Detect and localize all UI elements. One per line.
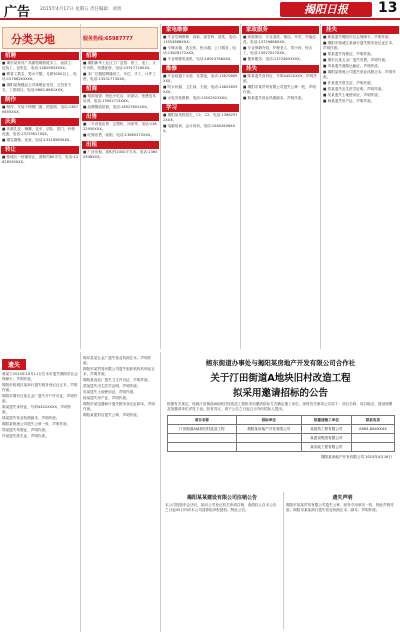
table-body — [168, 425, 395, 452]
notice-paragraph: 陈某遗失身份证，号码4452XXXX，声明作废。 — [2, 405, 72, 414]
classified-ad: ■ 电脑培训、会计培训，电话:15602606XXX。 — [163, 124, 236, 133]
section-heading: 家电维修 — [162, 26, 239, 34]
lost-statement-title: 遗失声明 — [332, 495, 353, 501]
classified-ad: ■ 揭阳某驾校招生，C1、C2，电话:13682972XXX。 — [163, 113, 238, 122]
section-heading: 家政服务 — [242, 26, 319, 34]
notice-paragraph: 许某遗失准生证，声明作废。 — [2, 434, 49, 438]
section-heading: 招聘 — [82, 52, 159, 60]
column-5 — [320, 24, 400, 349]
classified-ad: ■ 榕城区一旺铺转让，面积约80平方，电话:13826539XXX。 — [2, 155, 78, 164]
lost-statement-notice — [283, 492, 400, 630]
notice-paragraph: 揭东县某五金厂遗失营业执照正本，声明作废。 — [83, 356, 152, 365]
classified-ad: ■ 揭东某家具厂高薪招聘熟练木工、油漆工、包装工，包吃住，电话:13829633XXX。 — [2, 61, 75, 70]
notice-paragraph: 揭阳某食品厂遗失卫生许可证，声明作废。 — [83, 378, 152, 382]
notice-paragraph: 揭阳某物流公司遗失公章一枚，声明作废。 — [2, 422, 71, 426]
classified-ad: ■ 揭阳市榕城区某商行遗失税务登记证正本，声明作废。 — [323, 41, 396, 50]
table-cell: 汀田街道A地块旧村改造工程 — [168, 425, 237, 434]
notice-title-line2: 关于汀田街道A地块旧村改造工程 — [210, 373, 351, 384]
lower-left-column — [0, 352, 80, 632]
section-label: 广告 — [4, 5, 31, 20]
classified-ad: ■ 厂房出租，面积约2000平方米，电话:13602948XXX。 — [83, 150, 158, 159]
classified-ad: ■ 李某遗失道路运输证，声明作废。 — [323, 64, 382, 68]
table-row — [168, 443, 395, 452]
lost-notice-tag: 遗失 — [2, 359, 26, 370]
column-4-body — [241, 26, 320, 102]
table-header-cell: 招标单位 — [236, 416, 301, 425]
banner-title: 分类天地 — [11, 33, 55, 46]
notice-paragraph: 揭阳市揭东区某五金厂遗失开户许可证，声明作废。 — [2, 394, 78, 403]
table-cell: 某市政工程有限公司 — [301, 443, 351, 452]
issue-date: 2015年4月17日 星期五 责任编辑：刘勇 — [40, 7, 122, 12]
notice-paragraph: 揭阳某建材店遗失公章，声明作废。 — [83, 413, 141, 417]
classified-ad: ■ 黄某遗失揭阳市社会保障卡，声明作废。 — [323, 35, 393, 39]
classified-ad: ■ 揭阳市某贸易有限公司遗失公章一枚，声明作废。 — [243, 85, 316, 94]
column-2-body — [81, 52, 160, 161]
banner-phone: 服务热线:65987777 — [83, 36, 133, 42]
table-header-cell: 项目名称 — [168, 416, 237, 425]
notice-intro: 根据有关规定，现就汀田街道A地块旧村改造工程拟采用邀请招标方式确定施工单位，现将有关事项公告如下：项目名称、项目地点、建设规模及拟邀请单位详见下表。如有异议，请于公告之日起五日内向招标人提出。 — [167, 402, 393, 411]
classified-ad: ■ 专修冰箱、洗衣机、热水器，上门服务，电话:13828172XXX。 — [163, 46, 236, 55]
table-cell — [351, 434, 394, 443]
classified-ad: ■ 庆典礼仪：舞狮、花车、乐队、拱门，价格优惠，电话:13729617XXX。 — [2, 127, 75, 136]
classified-ad: ■ 揭阳新华工业区工厂急招：普工、电工、叉车司机，待遇优厚，电话:15917716XXX。 — [83, 61, 156, 70]
classified-ad: ■ 本厂长期招聘缝纫工、车位、手工，计件工资，电话:13531773XXX。 — [83, 72, 156, 81]
classified-ad: ■ 揭东区某五金厂遗失发票，声明作废。 — [323, 58, 389, 62]
table-cell — [236, 443, 301, 452]
column-3 — [160, 24, 240, 349]
classified-ad: ■ 许某遗失准生证，声明作废。 — [323, 81, 375, 85]
notice-paragraph: 揭阳市某电器商行遗失税务登记证副本，声明作废。 — [83, 402, 155, 411]
column-4 — [240, 24, 320, 349]
notice-paragraph: 黄某于2014年10月11日在本市遗失揭阳市社会保障卡，声明作废。 — [2, 372, 78, 381]
classified-ad: ■ 揭阳某物流公司遗失营业执照正本，声明作废。 — [323, 70, 396, 79]
classified-ad: ■ 制作、安装不锈钢门窗、防盗网，电话:13670655XXX。 — [2, 105, 78, 114]
table-cell — [351, 443, 394, 452]
classified-ad: ■ 专业疏通下水道、化粪池，电话:13670669XXX。 — [163, 74, 238, 83]
classified-ad: ■ 防水补漏、卫生间、天面，电话:13825659XXX。 — [163, 85, 238, 94]
table-cell — [168, 443, 237, 452]
table-header-cell: 拟邀请施工单位 — [301, 416, 351, 425]
classified-ad: ■ 水电安装维修，电话:13502923XXX。 — [163, 96, 231, 100]
table-cell: 某建筑工程有限公司 — [301, 425, 351, 434]
page-number: 13 — [378, 0, 398, 16]
classified-ad: ■ 揭阳某保健品公司诚聘业务员、文员若干名，工资面议，电话:0663-8661XXX。 — [2, 83, 72, 92]
section-heading: 庆典 — [1, 118, 79, 126]
paper-logo: 揭阳日报 — [280, 2, 372, 17]
column-1 — [0, 24, 80, 349]
column-5-body — [321, 26, 400, 105]
dissolution-notice-title: 揭阳某某建设有限公司注销公告 — [186, 495, 257, 501]
lost-statement-text: 揭阳市某某贸易有限公司遗失公章、财务专用章各一枚，特此声明作废。揭阳市某某商行遗失营业执照正本、副本，声明作废。 — [286, 503, 394, 512]
notice-signature: 揭阳某房地产开发有限公司 2015年4月16日 — [320, 455, 392, 459]
table-header-row — [168, 416, 395, 425]
table-cell: 0663-8XXXXXX — [351, 425, 394, 434]
section-heading: 招聘 — [1, 52, 79, 60]
section-heading: 学习 — [162, 104, 239, 112]
lower-left-text — [0, 372, 80, 439]
classified-ad: ■ 杨某遗失房产证，声明作废。 — [323, 99, 375, 103]
notice-paragraph: 吴某遗失土地使用证，声明作废。 — [83, 390, 137, 394]
dissolution-notice-text: 本公司经股东会决议，拟向公司登记机关申请注销，请债权人自本公告之日起45日内向本公司清算组申报债权。特此公告。 — [165, 503, 277, 512]
classified-ad: ■ 专业维修电视机，电话:18923766XXX。 — [163, 57, 234, 61]
section-heading: 制作 — [1, 96, 79, 104]
section-heading: 维修 — [162, 65, 239, 73]
table-row — [168, 425, 395, 434]
classified-ad: ■ 陈某遗失身份证，号码4452XXXX，声明作废。 — [243, 74, 317, 83]
section-heading: 转让 — [1, 146, 79, 154]
lower-middle-text — [81, 352, 160, 418]
table-row — [168, 434, 395, 443]
notice-paragraph: 郑某遗失驾驶证，声明作废。 — [2, 428, 49, 432]
section-heading: 挂失 — [242, 65, 319, 73]
classified-ad: ■ 招商加盟：特色小吃店、奶茶店，免费技术培训，电话:13902713XXX。 — [83, 94, 156, 103]
tender-notice — [160, 352, 400, 632]
notice-paragraph: 蔡某遗失出生医学证明，声明作废。 — [83, 384, 141, 388]
classified-ad: ■ 家政保洁：专业清洗、保洁、开荒、外墙清洗，电话:13729668XXX。 — [243, 35, 316, 44]
classified-ad: ■ 吴某遗失土地使用证，声明作废。 — [323, 93, 382, 97]
notice-paragraph: 揭阳市榕城区某商行遗失税务登记证正本，声明作废。 — [2, 383, 78, 392]
classified-ad: ■ 搬家服务，电话:13724603XXX。 — [243, 57, 304, 61]
classified-ad: ■ 林某遗失营业执照副本，声明作废。 — [243, 96, 306, 100]
column-2 — [80, 24, 160, 349]
table-cell — [168, 434, 237, 443]
section-heading: 出租 — [82, 141, 159, 149]
notice-paragraph: 杨某遗失房产证，声明作废。 — [83, 396, 130, 400]
classified-ad: ■ 婚礼摄像、化妆，电话:13318985XXX。 — [2, 138, 73, 142]
project-table — [167, 415, 395, 452]
notice-paragraph: 林某遗失营业执照副本，声明作废。 — [2, 416, 60, 420]
section-heading: 挂失 — [322, 26, 399, 34]
classified-ad: ■ 蔡某遗失出生医学证明，声明作废。 — [323, 87, 386, 91]
classified-ad: ■ 专业保姆介绍，护理老人、带小孩、钟点工，电话:13927027XXX。 — [243, 46, 313, 55]
classified-ad: ■ 旺铺出售，临街，电话:13680375XXX。 — [83, 133, 154, 137]
section-heading: 招商 — [82, 85, 159, 93]
table-cell: 揭阳某房地产开发有限公司 — [236, 425, 301, 434]
classified-ad: ■ 专业空调维修：拆装、加雪种、清洗，电话:13553888XXX。 — [163, 35, 238, 44]
classified-ad: ■ 品牌服装招商，电话:18927602XXX。 — [83, 105, 151, 109]
column-1-body — [0, 52, 80, 166]
masthead — [0, 0, 400, 20]
notice-paragraph: 揭阳市某贸易有限公司遗失组织机构代码证正本，声明作废。 — [83, 367, 155, 376]
dissolution-notice — [163, 492, 281, 630]
section-heading: 出售 — [82, 113, 159, 121]
classified-ad: ■ 聘普工数名，男女不限，月薪3000以上，电话:15766263XXX。 — [2, 72, 77, 81]
classified-ad: ■ 郑某遗失驾驶证，声明作废。 — [323, 52, 375, 56]
table-cell: 某建设集团有限公司 — [301, 434, 351, 443]
lower-middle-column — [80, 352, 160, 632]
notice-title-line1: 榕东街道办事处与揭阳某房地产开发有限公司合作社 — [205, 359, 356, 367]
table-header-cell: 联系电话 — [351, 416, 394, 425]
notice-title-line3: 拟采用邀请招标的公告 — [232, 388, 328, 399]
column-3-body — [161, 26, 240, 135]
classified-ad: ■ 二手设备出售：注塑机、冲床等，电话:13822950XXX。 — [83, 122, 157, 131]
table-cell — [236, 434, 301, 443]
